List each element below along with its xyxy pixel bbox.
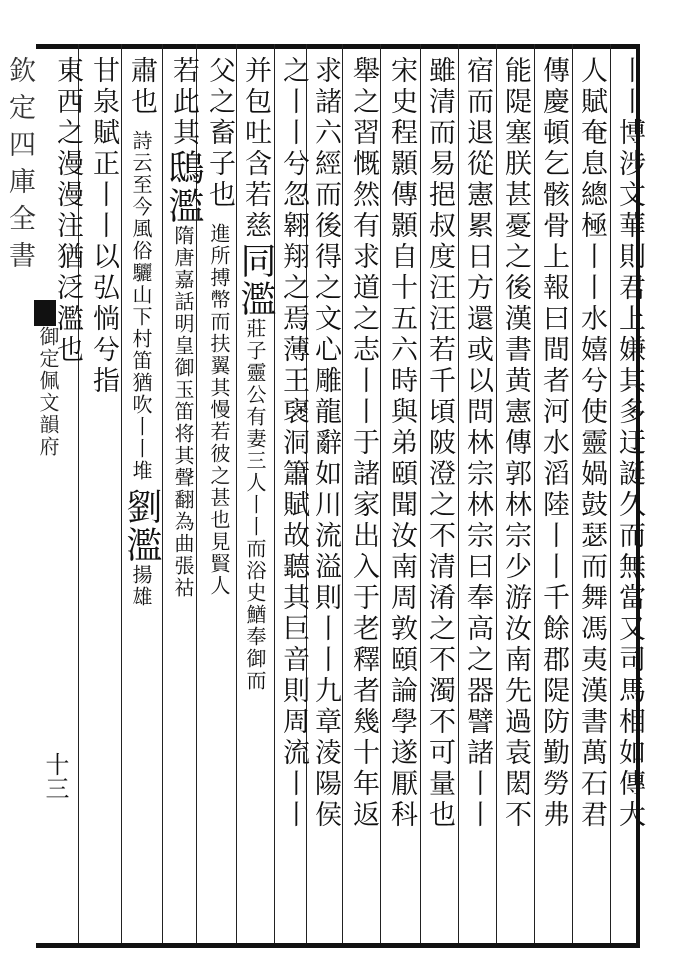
text-column-4: 能隄塞朕甚憂之後漢書黄憲傳郭林宗少游汝南先過袁閎不	[500, 56, 531, 831]
text-column-11	[235, 56, 276, 692]
annotation-text: 揚雄	[129, 564, 153, 608]
text-column-8: 舉之習慨然有求道之志丨丨于諸家出入于老釋者幾十年返	[348, 56, 379, 831]
column-text: 若此其	[168, 56, 199, 149]
page-number: 十三	[41, 752, 69, 800]
text-column-16: 東西之漫漫注猶泛濫也	[52, 56, 83, 366]
column-rule	[572, 44, 573, 943]
text-column-1: 丨丨博涉文華則君上嫌其多迂誕久而無當又司馬相如傳大	[614, 56, 645, 831]
column-rule	[496, 44, 497, 943]
annotation-text: 進所搏幣而扶翼其慢若彼之甚也見賢人	[207, 223, 231, 597]
annotation-text: 詩云至今風俗驪山下村笛猶吹丨丨堆	[129, 130, 153, 482]
text-column-2: 人賦奄息總極丨丨水嬉兮使靈媧鼓瑟而舞馮夷漢書萬石君	[576, 56, 607, 831]
headword: 劉濫	[121, 488, 162, 564]
column-rule	[610, 44, 611, 943]
column-rule	[274, 44, 275, 943]
annotation-text: 隋唐嘉話明皇御玉笛将其聲翻為曲張祜	[171, 225, 195, 599]
column-rule	[236, 44, 237, 943]
text-column-3: 傳慶頓乞骸骨上報曰間者河水滔陸丨丨千餘郡隄防勤勞弗	[538, 56, 569, 831]
text-column-7: 宋史程顥傳顥自十五六時與弟頤聞汝南周敦頤論學遂厭科	[386, 56, 417, 831]
column-rule	[342, 44, 343, 943]
column-text: 父之畜子也	[204, 56, 235, 211]
text-column-9: 求諸六經而後得之文心雕龍辭如川流溢則丨丨九章淩陽侯	[310, 56, 341, 831]
text-column-15: 甘泉賦正丨丨以弘惝兮指	[88, 56, 119, 397]
text-column-12	[202, 56, 236, 597]
column-text: 肅也	[126, 56, 157, 118]
text-column-5: 宿而退從憲累日方還或以問林宗林宗曰奉高之器譬諸丨丨	[462, 56, 493, 831]
text-column-10: 之丨丨兮忽翱翔之焉薄王襃洞簫賦故聽其巨音則周流丨丨	[278, 56, 309, 831]
text-column-6: 雖清而易挹叔度汪汪若千頃陂澄之不清淆之不濁不可量也	[424, 56, 455, 831]
text-column-13	[163, 56, 204, 599]
column-rule	[420, 44, 421, 943]
text-column-14	[121, 56, 162, 608]
annotation-text: 莊子靈公有妻三人丨丨而浴史鰌奉御而	[243, 318, 267, 692]
column-rule	[380, 44, 381, 943]
headword: 鴟濫	[163, 149, 204, 225]
column-text: 并包吐含若慈	[240, 56, 271, 242]
column-rule	[458, 44, 459, 943]
fold-title: 御定佩文韻府	[36, 326, 60, 458]
headword: 同濫	[235, 242, 276, 318]
column-rule	[534, 44, 535, 943]
book-title: 欽定四庫全書	[4, 56, 35, 278]
